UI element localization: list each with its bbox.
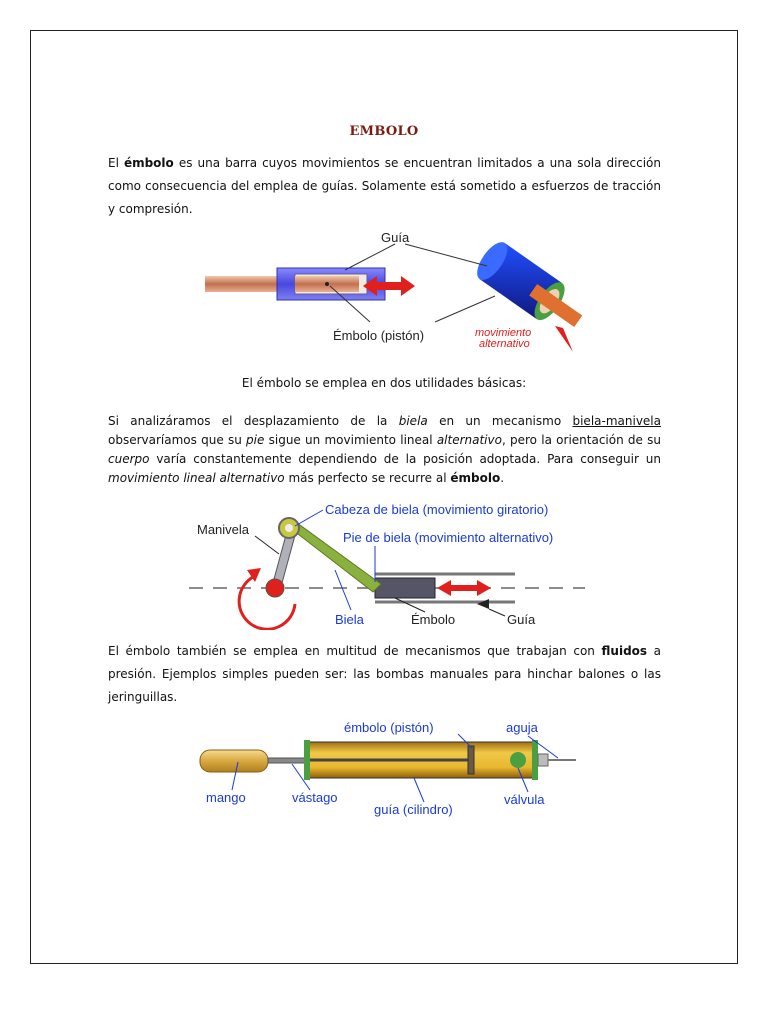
label-guia: Guía [507, 612, 536, 627]
p2-e: observaríamos que su [108, 433, 247, 447]
label-guia: Guía [381, 230, 410, 245]
label-movimiento: movimiento [475, 327, 532, 339]
p3-fluidos: fluidos [601, 644, 648, 658]
label-alternativo: alternativo [479, 338, 530, 350]
intro-text-c: es una barra cuyos movimientos se encuentran limitados a una sola dirección como consecuencia del emplea de guías. Solamente está sometido a esfuerzos de tracción y compresión. [108, 156, 662, 216]
crank-center [266, 579, 284, 597]
intro-paragraph [108, 152, 661, 221]
p2-o: . [500, 471, 505, 485]
p2-pie: pie [246, 433, 265, 447]
piston-shape [375, 578, 435, 598]
subtitle: El émbolo se emplea en dos utilidades básicas: [241, 376, 527, 390]
double-arrow-icon [437, 580, 491, 596]
p3-a: El émbolo también se emplea en multitud de mecanismos que trabajan con [108, 644, 602, 658]
p3-c: a presión. Ejemplos simples pueden ser: las bombas manuales para hinchar balones o las jeringuillas. [108, 644, 662, 704]
label-biela: Biela [335, 612, 364, 627]
label-valvula: válvula [504, 792, 545, 807]
vastago-shape [268, 758, 308, 763]
p2-embolo: émbolo [450, 471, 501, 485]
label-pie-biela: Pie de biela (movimiento alternativo) [343, 530, 554, 545]
p2-alternativo: alternativo [436, 433, 502, 447]
intro-text-a: El [108, 156, 124, 170]
label-mango: mango [206, 790, 246, 805]
tilted-cylinder [471, 237, 590, 339]
p2-i: , pero la orientación de su [501, 433, 662, 447]
intro-bold-embolo: émbolo [123, 156, 174, 170]
label-aguja: aguja [506, 720, 538, 735]
fluidos-paragraph [108, 640, 661, 709]
p2-biela-manivela: biela-manivela [572, 414, 661, 428]
label-cabeza-biela: Cabeza de biela (movimiento giratorio) [325, 502, 549, 517]
p2-k: varía constantemente dependiendo de la posición adoptada. Para conseguir un [149, 452, 661, 466]
figure-biela-manivela [185, 498, 605, 630]
figure-jeringuilla [188, 714, 588, 822]
label-embolo: Émbolo [411, 612, 456, 627]
p2-c: en un mecanismo [427, 414, 573, 428]
p2-biela: biela [398, 414, 428, 428]
label-vastago: vástago [292, 790, 338, 805]
label-embolo-piston: Émbolo (pistón) [333, 328, 425, 343]
label-manivela: Manivela [197, 522, 250, 537]
p2-cuerpo: cuerpo [108, 452, 150, 466]
p2-a: Si analizáramos el desplazamiento de la [108, 414, 399, 428]
p2-g: sigue un movimiento lineal [264, 433, 437, 447]
p2-mov-lineal: movimiento lineal alternativo [108, 471, 285, 485]
page-title: EMBOLO [349, 124, 419, 139]
label-guia-cilindro: guía (cilindro) [374, 802, 453, 817]
label-embolo-piston: émbolo (pistón) [344, 720, 434, 735]
biela-paragraph [108, 412, 661, 488]
figure-embolo-guia [195, 226, 595, 354]
tilted-arrow-icon [555, 326, 573, 352]
mango-shape [200, 750, 268, 772]
p2-m: más perfecto se recurre al [284, 471, 451, 485]
